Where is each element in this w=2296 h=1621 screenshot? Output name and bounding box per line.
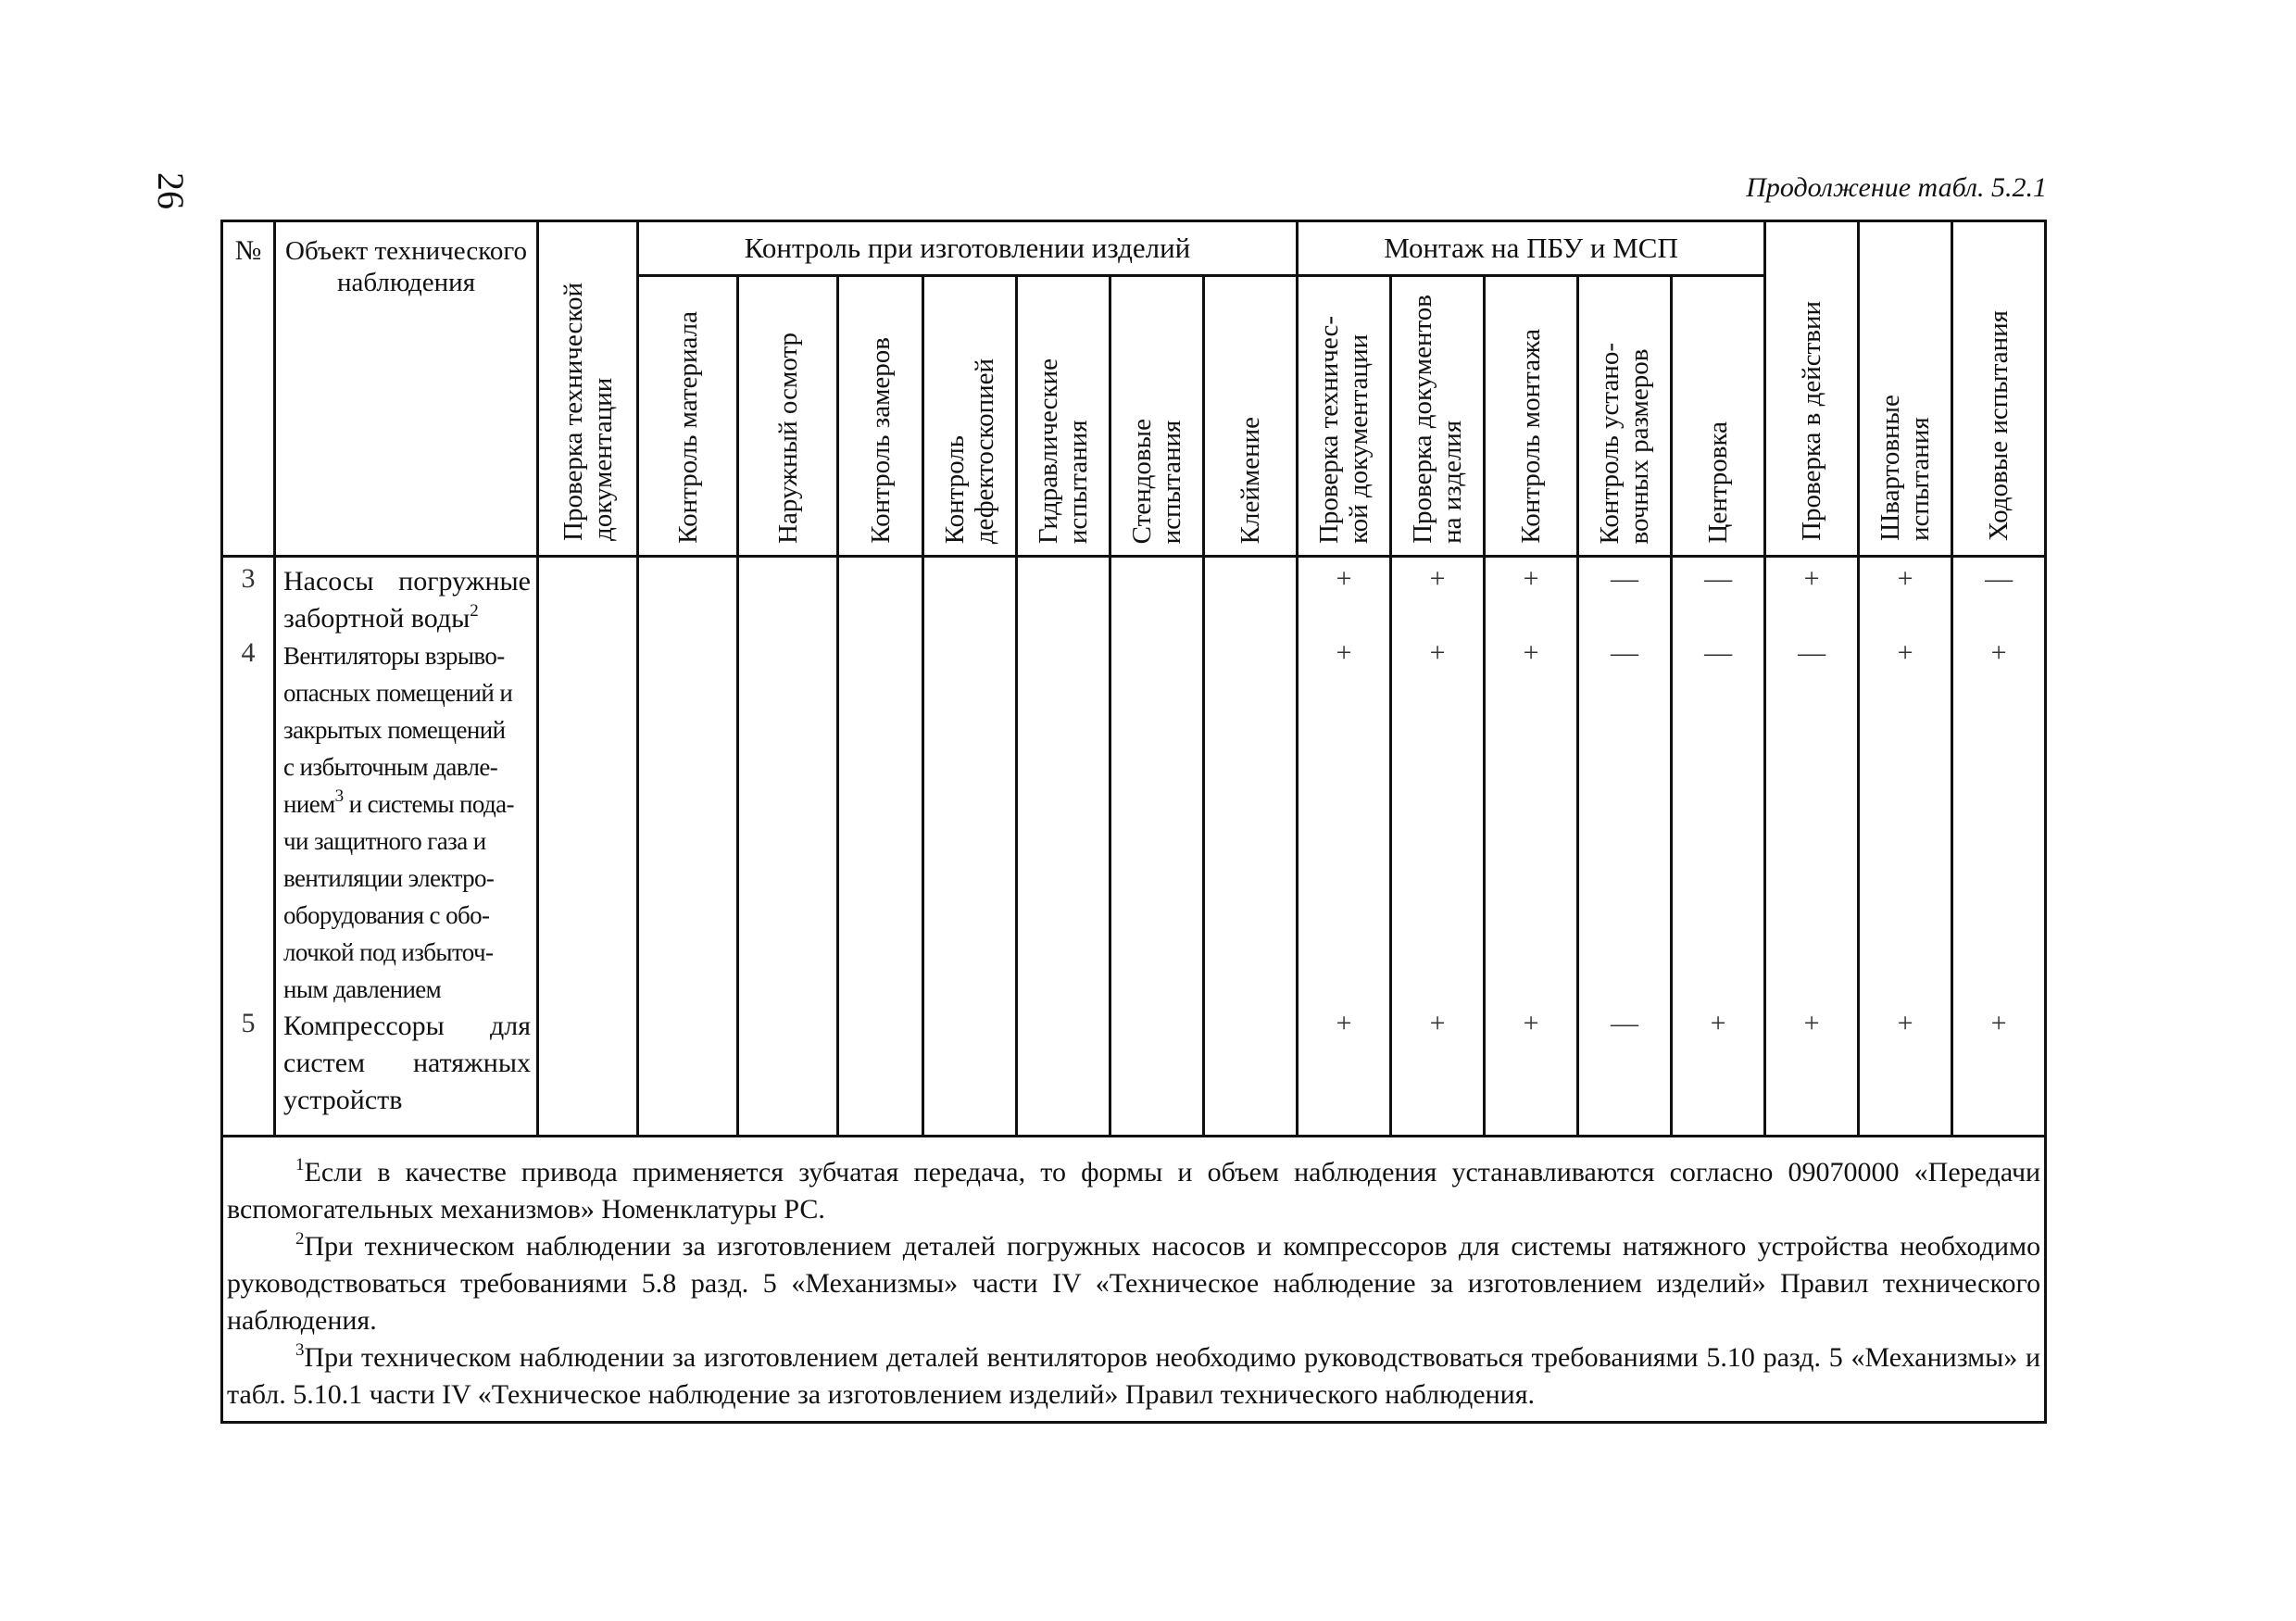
object-line: с избыточным давле- [283,753,498,781]
footnote-text: При техническом наблюдении за изготовлением деталей погружных насосов и компрессоров для системы натяжного устройства необходимо руководствоваться требованиями 5.8 разд. 5 «Механизмы» части IV «Техническое наблюдение за изготовлением изделий» Правил технического наблюдения. [227,1231,2041,1336]
empty-cell [738,557,838,1137]
inspection-mark: + [1803,563,1820,594]
object-line: Вентиляторы взрыво- [283,642,505,670]
empty-cell [923,557,1017,1137]
header-install-docs-check [1298,276,1391,557]
header-bench-tests [1110,276,1204,557]
empty-cell [838,557,923,1137]
header-material-control [638,276,738,557]
header-label: Клеймение [1236,416,1266,544]
inspection-mark: + [1897,637,1913,668]
inspection-mark: + [1429,563,1446,594]
header-label: Контроль замеров [865,337,896,544]
mark-column [1391,557,1485,1137]
object-line-part: и системы пода- [343,790,514,818]
inspection-mark: — [1611,637,1639,668]
inspection-mark: — [1798,637,1826,668]
object-pumps [283,563,531,637]
inspection-mark: + [1429,637,1446,668]
header-mooring-trials [1859,221,1952,557]
inspection-mark: + [1990,1008,2007,1038]
inspection-mark: + [1336,563,1352,594]
inspection-mark: + [1710,1008,1726,1038]
object-line: закрытых помещений [283,716,506,744]
row-number: 3 [241,563,256,594]
header-check-docs-label: Проверка технической документации [558,283,618,541]
mark-column [1859,557,1952,1137]
header-sea-trials-label: Ходовые испытания [1984,309,2014,541]
header-visual-inspection [738,276,838,557]
table-continuation-caption: Продолжение табл. 5.2.1 [1746,172,2047,203]
footnote-text: Если в качестве привода применяется зубчатая передача, то формы и объем наблюдения устанавливаются согласно 09070000 «Передачи вспомогательных механизмов» Номенклатуры РС. [227,1157,2041,1225]
footnote-2 [227,1228,2040,1339]
object-fans [283,637,531,1008]
header-flaw-detection [923,276,1017,557]
inspection-mark: + [1336,637,1352,668]
mark-column [1765,557,1859,1137]
empty-cell [1204,557,1298,1137]
footnote-text: При техническом наблюдении за изготовлением деталей вентиляторов необходимо руководствоваться требованиями 5.10 разд. 5 «Механизмы» и табл. 5.10.1 части IV «Техническое наблюдение за изготовлением изделий» Правил технического наблюдения. [227,1342,2041,1410]
object-cell [275,557,538,1137]
empty-cell [1017,557,1110,1137]
inspection-mark: — [1985,563,2014,594]
header-label: Контроль материала [672,311,703,544]
header-measurement-control [838,276,923,557]
inspection-mark: — [1611,563,1639,594]
footnote-marker: 2 [295,1229,305,1249]
inspection-mark: — [1611,1008,1639,1038]
header-object: Объект технического наблюдения [275,221,538,557]
footnote-marker: 1 [295,1155,305,1175]
inspection-mark: + [1523,563,1539,594]
empty-cell [638,557,738,1137]
inspection-mark: + [1990,637,2007,668]
header-hydraulic-tests [1017,276,1110,557]
footnote-ref: 2 [470,601,479,621]
header-sea-trials [1952,221,2046,557]
inspection-mark: + [1523,1008,1539,1038]
object-line: лочкой под избыточ- [283,938,494,966]
empty-cell [538,557,638,1137]
header-label: Гидравлические испытания [1034,358,1093,544]
header-group-manufacture: Контроль при изготовлении изделий [638,221,1298,276]
header-label: Наружный осмотр [772,333,803,544]
inspection-table [220,220,2047,1424]
row-number: 5 [241,1008,256,1038]
header-branding [1204,276,1298,557]
table-body [222,557,2046,1137]
mark-column [1578,557,1672,1137]
header-number: № [222,221,275,557]
inspection-mark: — [1704,637,1733,668]
object-line: оборудования с обо- [283,901,490,929]
object-line: опасных помещений и [283,679,513,707]
header-operation-check-label: Проверка в действии [1797,301,1827,541]
empty-cell [1110,557,1204,1137]
object-text: Насосы погружные забортной воды [283,566,531,634]
header-installation-control [1485,276,1578,557]
inspection-mark: + [1429,1008,1446,1038]
header-alignment [1672,276,1765,557]
object-line: ным давлением [283,975,442,1003]
inspection-mark: + [1523,637,1539,668]
footnote-marker: 3 [295,1340,305,1360]
mark-column [1298,557,1391,1137]
object-line: чи защитного газа и [283,827,486,855]
header-group-install: Монтаж на ПБУ и МСП [1298,221,1765,276]
inspection-mark: + [1897,563,1913,594]
header-mounting-dimensions [1578,276,1672,557]
page-number: 26 [150,172,192,209]
header-label: Контроль дефектоскопией [940,358,999,544]
header-label: Стендовые испытания [1127,418,1186,544]
header-label: Контроль монтажа [1516,329,1547,544]
header-check-docs [538,221,638,557]
mark-column [1952,557,2046,1137]
footnote-ref: 3 [334,786,344,806]
header-label: Центровка [1703,421,1734,544]
footnotes-cell [222,1137,2046,1423]
header-mooring-trials-label: Швартовные испытания [1876,395,1936,541]
header-operation-check [1765,221,1859,557]
object-line: вентиляции электро- [283,864,495,892]
header-product-docs-check [1391,276,1485,557]
header-label: Проверка документов на изделия [1408,295,1468,544]
mark-column [1485,557,1578,1137]
footnote-1 [227,1154,2040,1228]
header-label: Проверка техничес- кой документации [1314,315,1374,544]
inspection-mark: + [1803,1008,1820,1038]
object-line-part: нием [283,790,335,818]
row-numbers-cell [222,557,275,1137]
header-label: Контроль устано- вочных размеров [1595,342,1655,544]
footnotes-row [222,1137,2046,1423]
object-line [283,785,531,823]
inspection-mark: + [1897,1008,1913,1038]
object-compressors: Компрессоры для систем натяжных устройств [283,1011,531,1115]
row-number: 4 [241,637,256,668]
inspection-mark: + [1336,1008,1352,1038]
inspection-mark: — [1704,563,1733,594]
footnote-3 [227,1339,2040,1414]
mark-column [1672,557,1765,1137]
